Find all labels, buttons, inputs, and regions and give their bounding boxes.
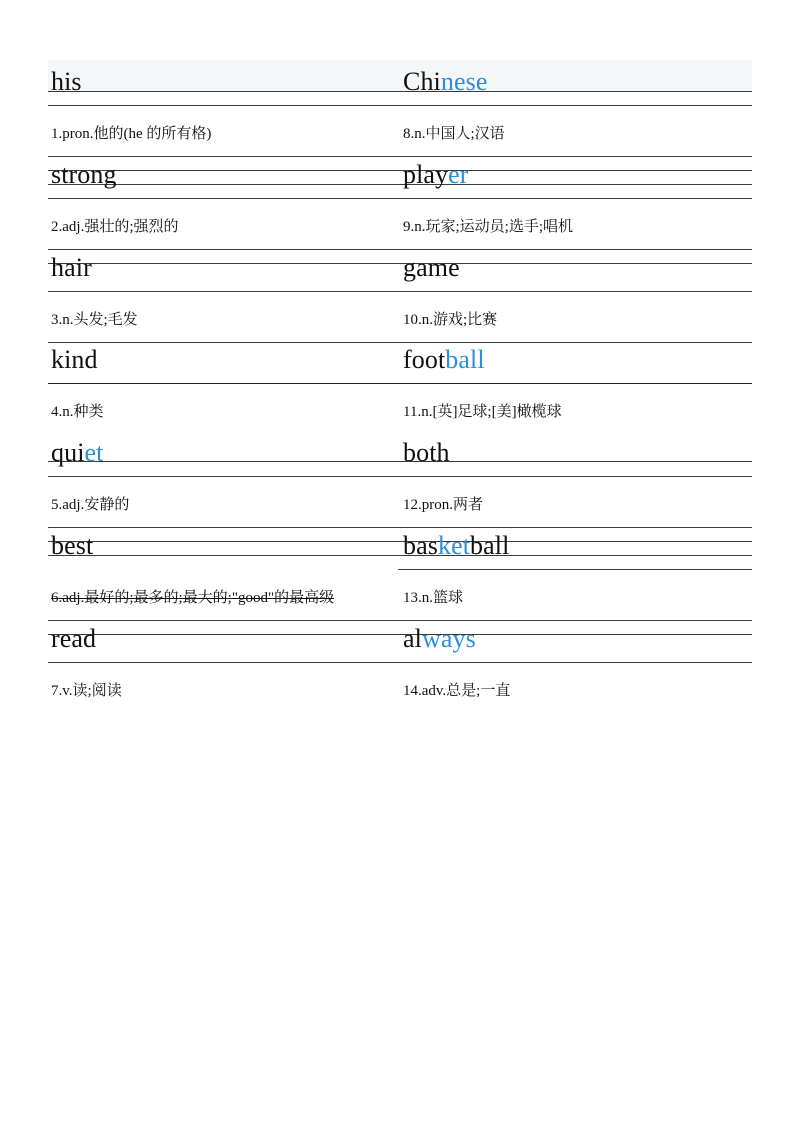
vocab-definition: 1.pron.他的(he 的所有格): [51, 126, 212, 142]
vocab-word: strong: [51, 160, 117, 189]
rule: [48, 249, 752, 250]
vocab-word: quiet: [51, 438, 104, 467]
rule: [48, 91, 398, 92]
vocab-definition: 7.v.读;阅读: [51, 683, 122, 699]
vocab-word: read: [51, 624, 97, 653]
vocab-word: best: [51, 531, 94, 560]
vocab-definition: 13.n.篮球: [403, 590, 464, 606]
rule: [48, 105, 752, 106]
vocab-word: always: [403, 624, 476, 653]
vocab-word: his: [51, 67, 82, 96]
rule: [48, 342, 752, 343]
rule: [48, 156, 752, 157]
vocab-definition: 5.adj.安静的: [51, 497, 130, 513]
vocab-definition: 4.n.种类: [51, 404, 104, 420]
rule: [48, 461, 752, 462]
vocab-definition: 10.n.游戏;比赛: [403, 312, 498, 328]
rule: [48, 383, 752, 384]
rule: [48, 620, 752, 621]
vocab-word: player: [403, 160, 469, 189]
rule: [398, 569, 752, 570]
vocab-word: hair: [51, 253, 92, 282]
vocab-definition: 12.pron.两者: [403, 497, 483, 513]
vocab-word: basketball: [403, 531, 510, 560]
rule: [48, 527, 752, 528]
rule: [48, 291, 752, 292]
rule: [48, 198, 752, 199]
row-shade: [48, 60, 752, 92]
rule: [48, 541, 752, 542]
vocab-definition: 9.n.玩家;运动员;选手;唱机: [403, 219, 574, 235]
rule: [48, 634, 752, 635]
rule: [48, 170, 752, 171]
vocab-definition: 14.adv.总是;一直: [403, 683, 511, 699]
vocab-word: both: [403, 438, 450, 467]
vocab-word: football: [403, 345, 485, 374]
vocab-definition: 6.adj.最好的;最多的;最大的;"good"的最高级: [51, 590, 335, 606]
vocab-word: game: [403, 253, 460, 282]
rule: [48, 555, 752, 556]
vocab-definition: 3.n.头发;毛发: [51, 312, 138, 328]
vocab-word: kind: [51, 345, 98, 374]
vocab-definition: 8.n.中国人;汉语: [403, 126, 505, 142]
rule: [48, 662, 752, 663]
rule: [48, 184, 752, 185]
vocab-definition: 2.adj.强壮的;强烈的: [51, 219, 179, 235]
vocab-word: Chinese: [403, 67, 488, 96]
rule: [48, 263, 752, 264]
vocab-definition: 11.n.[英]足球;[美]橄榄球: [403, 404, 562, 420]
rule: [48, 476, 752, 477]
